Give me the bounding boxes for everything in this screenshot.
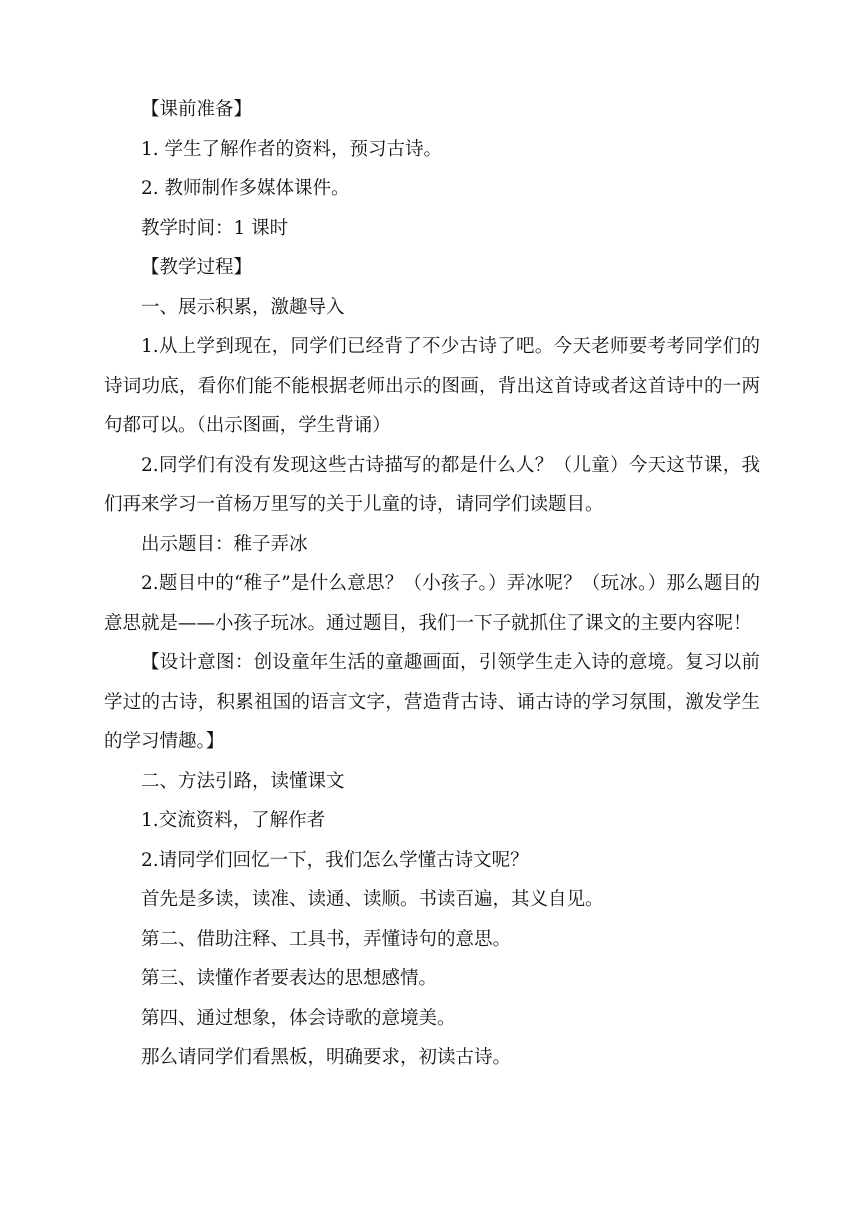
section-heading-preparation: 【课前准备】 [141,99,253,120]
step1-paragraph-3: 2.题目中的“稚子”是什么意思？（小孩子。）弄冰呢？（玩冰。）那么题目的意思就是——小孩子玩冰。通过题目，我们一下子就抓住了课文的主要内容呢！ [104,573,760,634]
document-page [104,90,760,1078]
method-first: 首先是多读，读准、读通、读顺。书读百遍，其义自见。 [141,889,604,910]
preparation-item-1: 1. 学生了解作者的资料，预习古诗。 [141,138,443,160]
method-third: 第三、读懂作者要表达的思想感情。 [141,968,438,989]
step2-item-1: 1.交流资料，了解作者 [141,810,326,831]
step1-paragraph-2: 2.同学们有没有发现这些古诗描写的都是什么人？（儿童）今天这节课，我们再来学习一首杨万里写的关于儿童的诗，请同学们读题目。 [104,454,760,515]
design-intent-note: 【设计意图：创设童年生活的童趣画面，引领学生走入诗的意境。复习以前学过的古诗，积累祖国的语言文字，营造背古诗、诵古诗的学习氛围，激发学生的学习情趣。】 [104,652,760,752]
teaching-time: 教学时间：1 课时 [141,217,289,239]
section-heading-process: 【教学过程】 [141,257,253,278]
step2-item-2: 2.请同学们回忆一下，我们怎么学懂古诗文呢？ [141,849,529,871]
show-title-line: 出示题目：稚子弄冰 [141,533,308,555]
method-second: 第二、借助注释、工具书，弄懂诗句的意思。 [141,928,512,950]
preparation-item-2: 2. 教师制作多媒体课件。 [141,178,350,199]
method-fourth: 第四、通过想象，体会诗歌的意境美。 [141,1007,456,1029]
step-heading-1: 一、展示积累，激趣导入 [141,296,345,318]
step1-paragraph-1: 1.从上学到现在，同学们已经背了不少古诗了吧。今天老师要考考同学们的诗词功底，看你们能不能根据老师出示的图画，背出这首诗或者这首诗中的一两句都可以。（出示图画，学生背诵） [104,336,760,436]
step-heading-2: 二、方法引路，读懂课文 [141,770,345,792]
closing-instruction: 那么请同学们看黑板，明确要求，初读古诗。 [141,1047,512,1068]
